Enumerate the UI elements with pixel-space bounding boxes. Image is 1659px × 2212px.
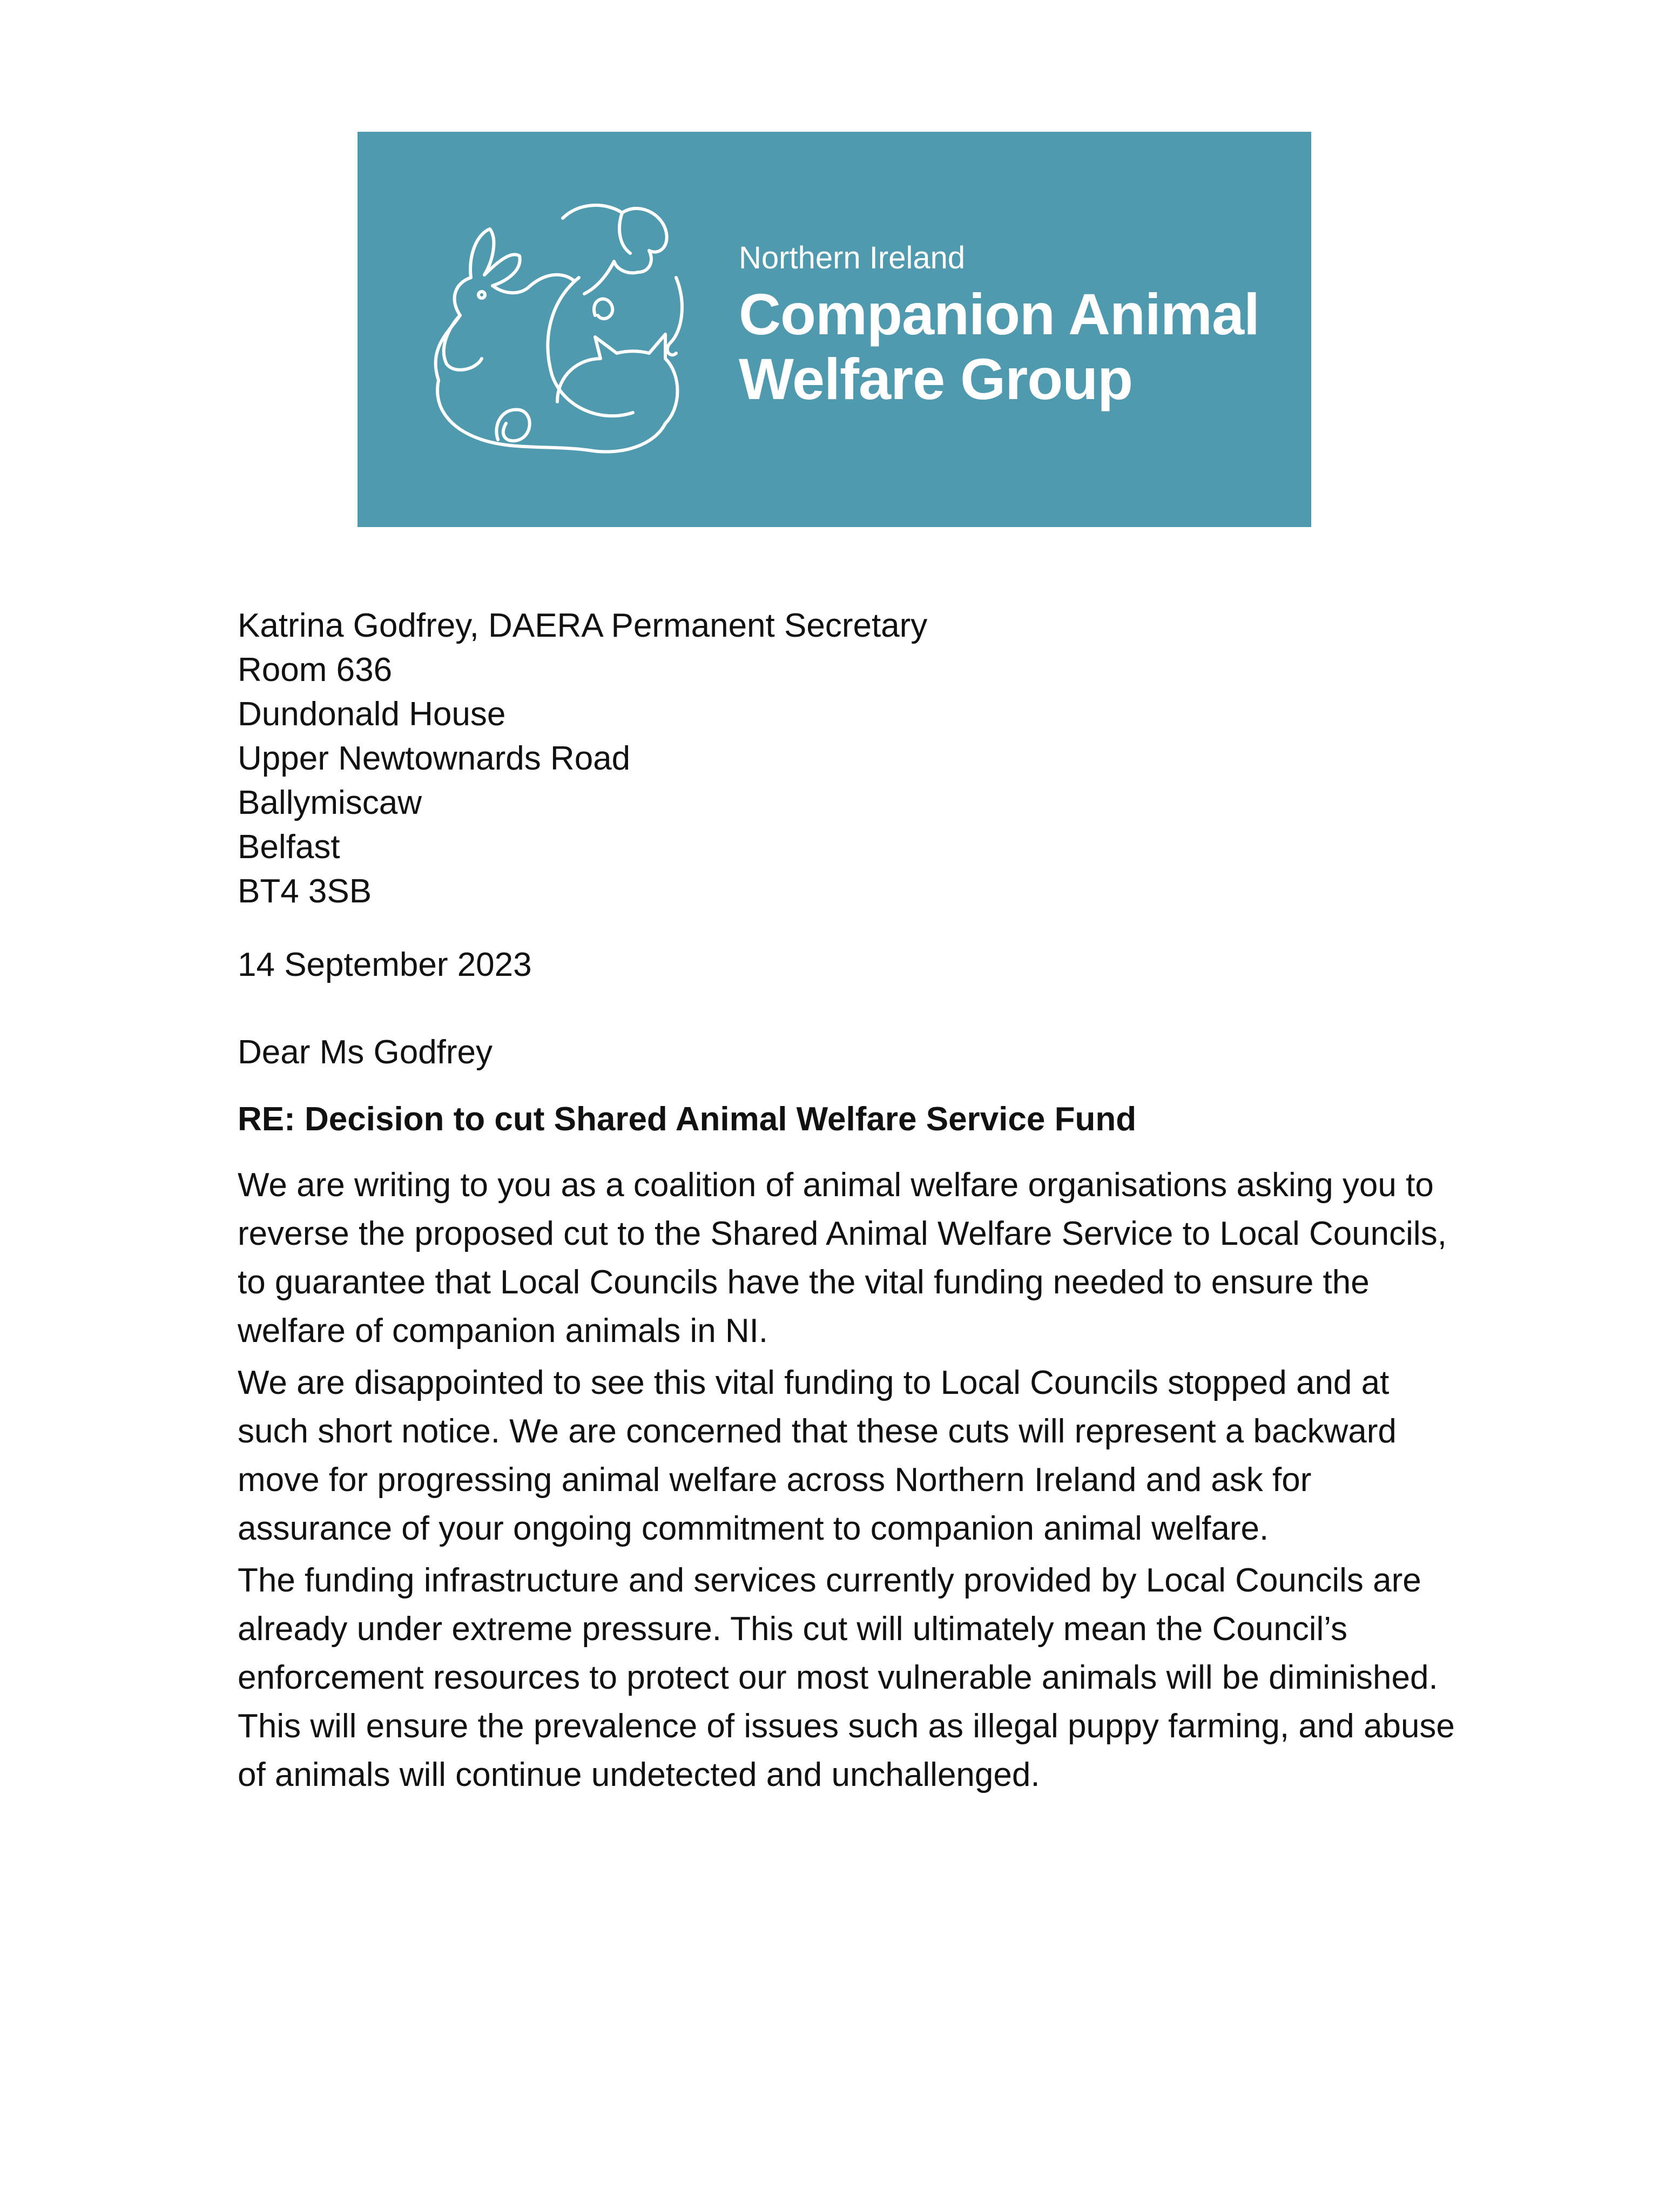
address-line: Katrina Godfrey, DAERA Permanent Secretary <box>238 607 928 644</box>
logo-title-line-2: Welfare Group <box>739 346 1133 412</box>
address-line: Dundonald House <box>238 696 506 733</box>
address-line: Ballymiscaw <box>238 784 422 821</box>
logo-banner <box>358 132 1311 527</box>
address-line: Room 636 <box>238 651 393 689</box>
recipient-address <box>238 604 1458 914</box>
subject-line: RE: Decision to cut Shared Animal Welfare Service Fund <box>238 1101 1137 1138</box>
animal-line-art-icon <box>417 170 698 472</box>
paragraph: We are disappointed to see this vital funding to Local Councils stopped and at such short notice. We are concerned that these cuts will represent a backward move for progressing animal welfare across Northern Ireland and ask for assurance of your ongoing commitment to companion animal welfare. <box>238 1364 1397 1547</box>
logo-subtitle: Northern Ireland <box>739 240 966 275</box>
letter-body <box>238 604 1458 1799</box>
address-line: Upper Newtownards Road <box>238 740 631 777</box>
letter-date: 14 September 2023 <box>238 946 532 983</box>
paragraph: We are writing to you as a coalition of animal welfare organisations asking you to reverse the proposed cut to the Shared Animal Welfare Service to Local Councils, to guarantee that Local Councils have the vital funding needed to ensure the welfare of companion animals in NI. <box>238 1166 1447 1350</box>
salutation: Dear Ms Godfrey <box>238 1034 493 1071</box>
logo-title-line-1: Companion Animal <box>739 281 1260 347</box>
address-line: Belfast <box>238 828 340 866</box>
paragraph: The funding infrastructure and services currently provided by Local Councils are already under extreme pressure. This cut will ultimately mean the Council’s enforcement resources to protect our most vulnerable animals will be diminished. This will ensure the prevalence of issues such as illegal puppy farming, and abuse of animals will continue undetected and unchallenged. <box>238 1562 1455 1793</box>
address-line: BT4 3SB <box>238 873 372 910</box>
